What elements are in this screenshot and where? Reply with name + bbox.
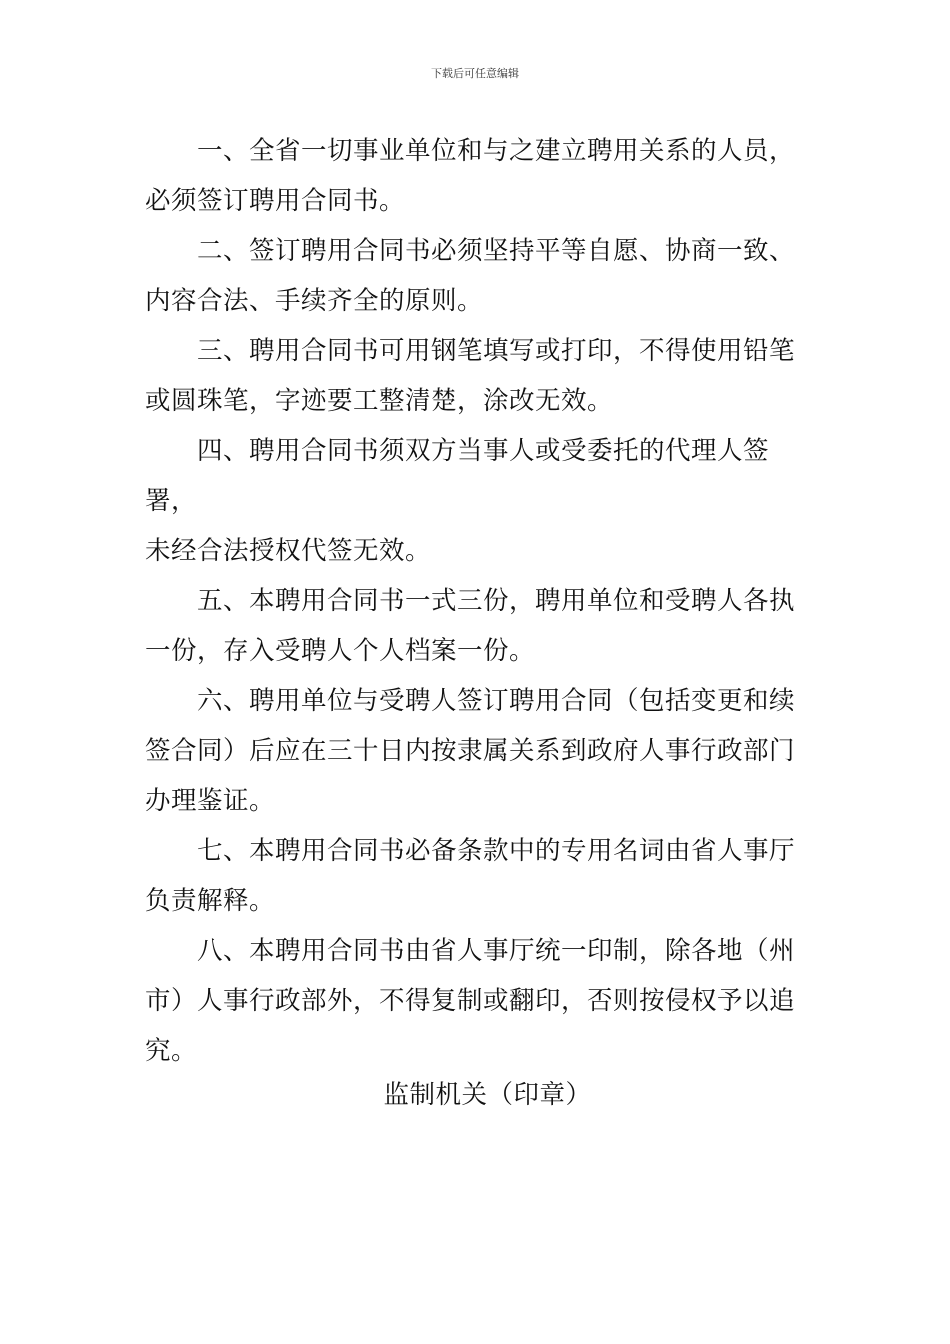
clause-2	[145, 226, 795, 326]
clause-5	[145, 576, 795, 676]
clause-4-line-1: 四、聘用合同书须双方当事人或受委托的代理人签署，	[145, 436, 770, 516]
clause-6-line-2: 签合同）后应在三十日内按隶属关系到政府人事行政部门	[145, 736, 796, 766]
clause-6-line-3: 办理鉴证。	[145, 786, 276, 816]
clause-3	[145, 326, 795, 426]
clause-2-line-1: 二、签订聘用合同书必须坚持平等自愿、协商一致、	[197, 236, 796, 266]
clause-8-line-3: 究。	[145, 1036, 198, 1066]
clause-6	[145, 676, 795, 826]
header-note: 下载后可任意编辑	[431, 67, 519, 80]
clause-7	[145, 826, 795, 926]
contract-notes	[145, 126, 795, 1076]
clause-4-line-2: 未经合法授权代签无效。	[145, 536, 432, 566]
supervising-authority-seal-label: 监制机关（印章）	[383, 1080, 592, 1110]
clause-1	[145, 126, 795, 226]
clause-7-line-1: 七、本聘用合同书必备条款中的专用名词由省人事厅	[197, 836, 796, 866]
clause-8-line-1: 八、本聘用合同书由省人事厅统一印制，除各地（州	[197, 936, 796, 966]
clause-8	[145, 926, 795, 1076]
clause-5-line-2: 一份，存入受聘人个人档案一份。	[145, 636, 536, 666]
clause-5-line-1: 五、本聘用合同书一式三份，聘用单位和受聘人各执	[197, 586, 796, 616]
clause-8-line-2: 市）人事行政部外，不得复制或翻印，否则按侵权予以追	[145, 986, 796, 1016]
clause-6-line-1: 六、聘用单位与受聘人签订聘用合同（包括变更和续	[197, 686, 796, 716]
clause-4	[145, 426, 795, 576]
clause-7-line-2: 负责解释。	[145, 886, 276, 916]
clause-3-line-2: 或圆珠笔，字迹要工整清楚，涂改无效。	[145, 386, 614, 416]
clause-3-line-1: 三、聘用合同书可用钢笔填写或打印，不得使用铅笔	[197, 336, 796, 366]
clause-1-line-2: 必须签订聘用合同书。	[145, 186, 406, 216]
clause-2-line-2: 内容合法、手续齐全的原则。	[145, 286, 484, 316]
clause-1-line-1: 一、全省一切事业单位和与之建立聘用关系的人员，	[197, 136, 796, 166]
